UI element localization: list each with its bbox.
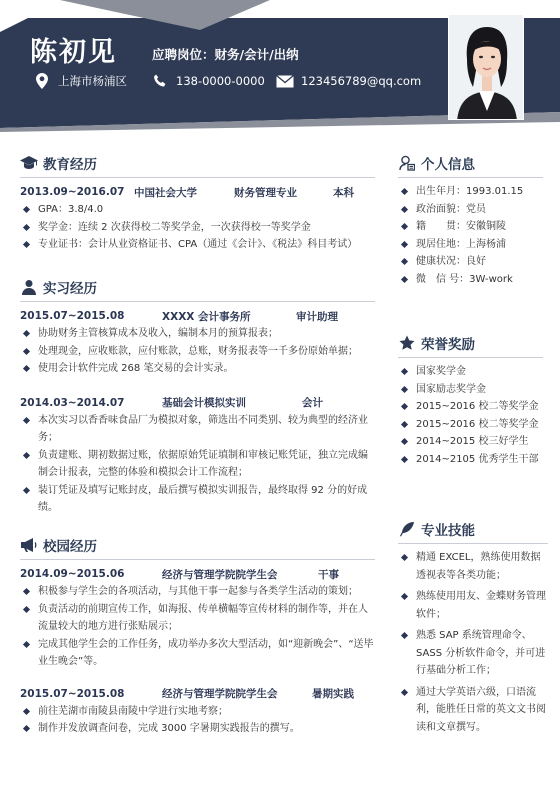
education-section — [20, 152, 375, 254]
list-item: 协助财务主管核算成本及收入，编制本月的预算报表； — [20, 325, 375, 343]
campus-details — [20, 703, 375, 738]
quill-icon — [398, 520, 416, 538]
section-title: 校园经历 — [43, 539, 97, 555]
list-item: 微 信 号：3W-work — [398, 271, 543, 289]
organization: XXXX 会计事务所 — [162, 310, 251, 323]
list-item: 现居住地：上海杨浦 — [398, 236, 543, 254]
list-item: GPA：3.8/4.0 — [20, 201, 375, 219]
skills-list — [398, 549, 548, 736]
list-item: 2014~2105 优秀学生干部 — [398, 451, 543, 469]
list-item: 通过大学英语六级，口语流利，能胜任日常的英文文书阅读和文章撰写。 — [398, 684, 548, 737]
campus-header-row — [20, 685, 375, 703]
internship-header-row — [20, 394, 375, 412]
role: 干事 — [318, 568, 339, 581]
divider — [398, 357, 543, 358]
megaphone-icon — [20, 536, 38, 554]
list-item: 负责活动的前期宣传工作，如海报、传单横幅等宣传材料的制作等，并在人流量较大的地方进行张贴展示； — [20, 601, 375, 636]
date-range: 2013.09~2016.07 — [20, 186, 125, 198]
date-range: 2015.07~2015.08 — [20, 687, 125, 700]
list-item: 精通 EXCEL，熟练使用数据透视表等各类功能； — [398, 549, 548, 584]
list-item: 国家奖学金 — [398, 363, 543, 381]
person-icon — [20, 278, 38, 296]
envelope-icon — [275, 72, 295, 90]
contact-email — [275, 72, 421, 90]
section-title: 个人信息 — [421, 157, 475, 173]
list-item: 2015~2016 校二等奖学金 — [398, 398, 543, 416]
section-title: 实习经历 — [43, 281, 97, 297]
role: 审计助理 — [296, 310, 338, 323]
honors-section — [398, 332, 543, 468]
list-item: 奖学金：连续 2 次获得校二等奖学金，一次获得校一等奖学金 — [20, 219, 375, 237]
resume-header — [0, 0, 560, 140]
list-item: 前往芜湖市南陵县南陵中学进行实地考察； — [20, 703, 375, 721]
organization: 经济与管理学院院学生会 — [162, 688, 278, 700]
contact-location — [32, 72, 127, 90]
candidate-name: 陈初见 — [30, 37, 117, 68]
date-range: 2014.03~2014.07 — [20, 396, 125, 409]
list-item: 本次实习以香香味食品厂为模拟对象，筛选出不同类别、较为典型的经济业务； — [20, 412, 375, 447]
list-item: 负责建账、期初数据过账，依据原始凭证填制和审核记账凭证，独立完成编制会计报表，完整的体验和模拟会计工作流程； — [20, 447, 375, 482]
campus-header-row — [20, 565, 375, 583]
list-item: 装订凭证及填写记账封皮，最后撰写模拟实训报告，最终取得 92 分的好成绩。 — [20, 482, 375, 517]
id-card-icon — [398, 154, 416, 172]
graduation-cap-icon — [20, 154, 38, 172]
divider — [20, 301, 375, 302]
list-item: 出生年月：1993.01.15 — [398, 183, 543, 201]
skills-section — [398, 518, 548, 736]
section-title: 专业技能 — [421, 523, 475, 539]
organization: 基础会计模拟实训 — [162, 397, 246, 409]
school-name: 中国社会大学 — [134, 186, 197, 199]
location-text: 上海市杨浦区 — [58, 74, 127, 88]
profile-photo — [448, 14, 524, 120]
list-item: 熟练使用用友、金蝶财务管理软件； — [398, 588, 548, 623]
list-item: 专业证书：会计从业资格证书、CPA（通过《会计》、《税法》科目考试） — [20, 236, 375, 254]
section-title: 荣誉奖励 — [421, 337, 475, 353]
education-details — [20, 201, 375, 254]
role: 暑期实践 — [312, 688, 354, 700]
list-item: 处理现金，应收账款，应付账款，总账，财务报表等一千多份原始单据； — [20, 343, 375, 361]
phone-text[interactable]: 138-0000-0000 — [176, 74, 265, 88]
internship-section — [20, 276, 375, 517]
list-item: 国家励志奖学金 — [398, 381, 543, 399]
list-item: 健康状况：良好 — [398, 253, 543, 271]
divider — [398, 543, 548, 544]
list-item: 籍 贯：安徽铜陵 — [398, 218, 543, 236]
date-range: 2014.09~2015.06 — [20, 568, 125, 580]
section-title: 教育经历 — [43, 157, 97, 173]
star-icon — [398, 334, 416, 352]
campus-details — [20, 583, 375, 671]
internship-header-row — [20, 307, 375, 325]
degree: 本科 — [333, 186, 354, 199]
phone-icon — [150, 72, 170, 90]
honors-list — [398, 363, 543, 468]
role: 会计 — [302, 397, 323, 409]
list-item: 2014~2015 校三好学生 — [398, 433, 543, 451]
organization: 经济与管理学院院学生会 — [162, 568, 278, 581]
education-header-row — [20, 183, 375, 201]
email-text[interactable]: 123456789@qq.com — [301, 74, 422, 88]
internship-details — [20, 412, 375, 517]
list-item: 政治面貌：党员 — [398, 201, 543, 219]
list-item: 2015~2016 校二等奖学金 — [398, 416, 543, 434]
personal-info-section — [398, 152, 543, 288]
major: 财务管理专业 — [234, 186, 297, 199]
list-item: 使用会计软件完成 268 笔交易的会计实录。 — [20, 360, 375, 378]
date-range: 2015.07~2015.08 — [20, 310, 125, 322]
divider — [20, 177, 375, 178]
personal-info-list — [398, 183, 543, 288]
location-pin-icon — [32, 72, 52, 90]
list-item: 积极参与学生会的各项活动，与其他干事一起参与各类学生活动的策划； — [20, 583, 375, 601]
contact-phone — [150, 72, 265, 90]
divider — [20, 559, 375, 560]
internship-details — [20, 325, 375, 378]
list-item: 完成其他学生会的工作任务，成功举办多次大型活动，如“迎新晚会”、“送毕业生晚会”等。 — [20, 636, 375, 671]
divider — [398, 177, 543, 178]
job-position: 应聘岗位：财务/会计/出纳 — [152, 47, 299, 62]
campus-section — [20, 534, 375, 738]
list-item: 熟悉 SAP 系统管理命令、SASS 分析软件命令，并可进行基础分析工作； — [398, 627, 548, 680]
list-item: 制作并发放调查问卷，完成 3000 字暑期实践报告的撰写。 — [20, 720, 375, 738]
